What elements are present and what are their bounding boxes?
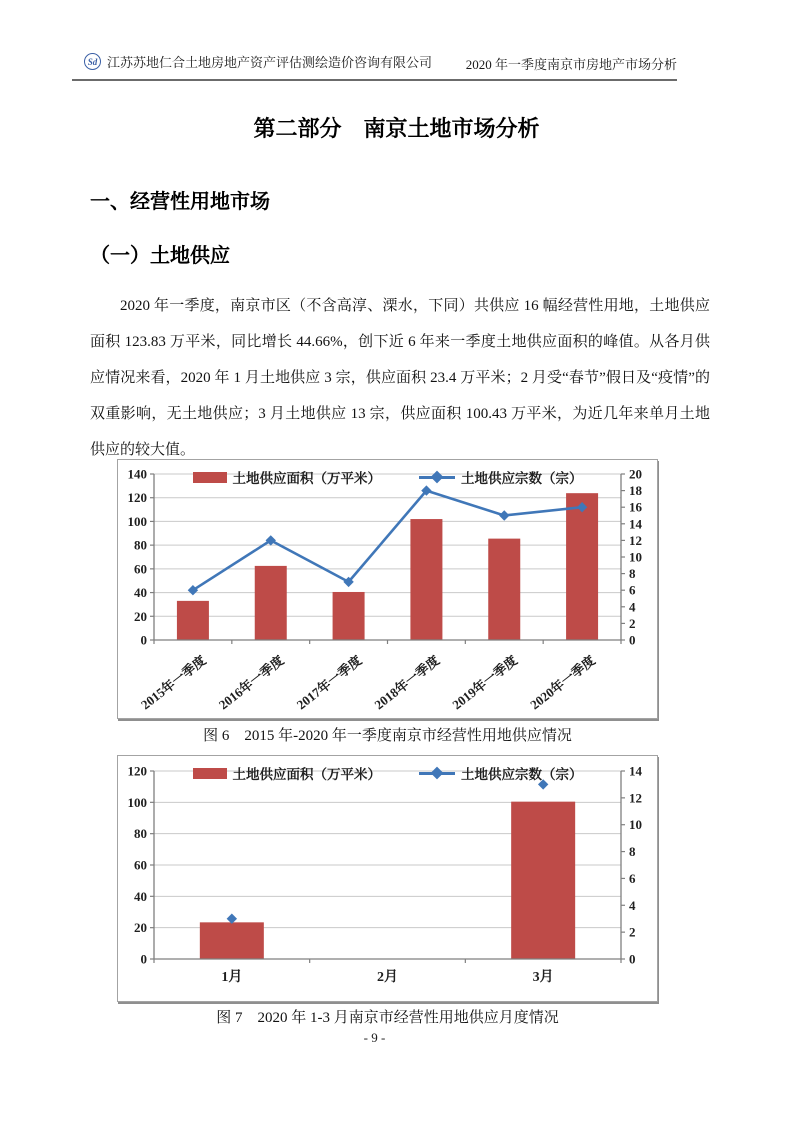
svg-text:6: 6 — [629, 870, 636, 886]
diamond-marker-icon — [431, 471, 444, 484]
svg-text:0: 0 — [140, 951, 147, 967]
figure7-legend — [154, 763, 621, 783]
svg-text:20: 20 — [629, 466, 642, 482]
legend-item-area — [193, 467, 382, 487]
figure7-caption: 图 7 2020 年 1-3 月南京市经营性用地供应月度情况 — [216, 1010, 559, 1026]
svg-text:20: 20 — [134, 920, 147, 936]
svg-text:18: 18 — [629, 483, 642, 499]
svg-text:2015年一季度: 2015年一季度 — [138, 652, 209, 713]
diamond-marker-icon — [431, 767, 444, 780]
svg-text:100: 100 — [127, 513, 147, 529]
figure7-chart-canvas — [118, 756, 657, 1001]
svg-text:2月: 2月 — [377, 970, 398, 985]
svg-text:12: 12 — [629, 790, 642, 806]
bar-legend-swatch — [193, 768, 227, 779]
svg-text:10: 10 — [629, 549, 642, 565]
svg-text:16: 16 — [629, 499, 642, 515]
svg-text:2: 2 — [629, 924, 636, 940]
company-logo-icon: Sd — [84, 53, 101, 70]
bar-legend-swatch — [193, 472, 227, 483]
svg-text:0: 0 — [629, 632, 636, 648]
page-header-left — [84, 52, 432, 71]
svg-text:80: 80 — [134, 826, 147, 842]
svg-text:2020年一季度: 2020年一季度 — [527, 652, 598, 713]
svg-text:120: 120 — [127, 763, 147, 779]
line-legend-label: 土地供应宗数（宗） — [461, 471, 583, 486]
report-title: 2020 年一季度南京市房地产市场分析 — [465, 57, 677, 72]
svg-text:6: 6 — [629, 582, 636, 598]
svg-text:140: 140 — [127, 466, 147, 482]
line-legend-label: 土地供应宗数（宗） — [461, 767, 583, 782]
svg-text:120: 120 — [127, 490, 147, 506]
svg-text:2019年一季度: 2019年一季度 — [449, 652, 521, 713]
svg-text:0: 0 — [629, 951, 636, 967]
svg-text:4: 4 — [629, 897, 636, 913]
svg-text:2016年一季度: 2016年一季度 — [215, 652, 287, 713]
svg-text:2017年一季度: 2017年一季度 — [293, 652, 365, 713]
body-paragraph: 2020 年一季度，南京市区（不含高淳、溧水，下同）共供应 16 幅经营性用地，土地供应面积 123.83 万平米，同比增长 44.66%，创下近 6 年来一季度土地供应面积的峰值。从各月供应情况来看，2020 年 1 月土地供应 3 宗，供应面积 23.4 万平米；2 月受“春节”假日及“疫情”的双重影响，无土地供应；3 月土地供应 13 宗，供应面积 100.43 万平米，为近几年来单月土地供应的较大值。 — [90, 298, 710, 458]
bar-legend-label: 土地供应面积（万平米） — [232, 767, 381, 782]
figure6-legend — [154, 467, 621, 487]
svg-text:80: 80 — [134, 537, 147, 553]
svg-text:100: 100 — [127, 794, 147, 810]
svg-text:60: 60 — [134, 561, 147, 577]
svg-text:40: 40 — [134, 585, 147, 601]
svg-text:14: 14 — [629, 516, 642, 532]
legend-item-area — [193, 763, 382, 783]
svg-text:0: 0 — [140, 632, 147, 648]
company-name: 江苏苏地仁合土地房地产资产评估测绘造价咨询有限公司 — [107, 55, 433, 70]
part-title: 第二部分 南京土地市场分析 — [253, 116, 540, 141]
svg-text:12: 12 — [629, 532, 642, 548]
legend-item-count — [419, 467, 583, 487]
figure6-chart — [117, 459, 658, 719]
page-number: - 9 - — [363, 1030, 386, 1045]
subsection-heading: （一）土地供应 — [90, 245, 230, 267]
svg-text:3月: 3月 — [532, 970, 554, 985]
svg-text:60: 60 — [134, 857, 147, 873]
svg-text:1月: 1月 — [221, 970, 243, 985]
legend-item-count — [419, 763, 583, 783]
header-divider — [72, 79, 677, 81]
svg-text:20: 20 — [134, 608, 147, 624]
svg-text:14: 14 — [629, 763, 642, 779]
figure6-chart-canvas — [118, 460, 657, 718]
line-legend-swatch — [419, 476, 455, 479]
bar-legend-label: 土地供应面积（万平米） — [232, 471, 381, 486]
svg-text:8: 8 — [629, 566, 636, 582]
svg-text:2018年一季度: 2018年一季度 — [371, 652, 443, 713]
svg-text:10: 10 — [629, 817, 642, 833]
line-legend-swatch — [419, 772, 455, 775]
svg-text:40: 40 — [134, 888, 147, 904]
figure6-caption: 图 6 2015 年-2020 年一季度南京市经营性用地供应情况 — [203, 728, 572, 744]
section-heading: 一、经营性用地市场 — [90, 191, 270, 213]
svg-text:8: 8 — [629, 844, 636, 860]
svg-text:4: 4 — [629, 599, 636, 615]
svg-text:2: 2 — [629, 615, 636, 631]
figure7-chart — [117, 755, 658, 1002]
